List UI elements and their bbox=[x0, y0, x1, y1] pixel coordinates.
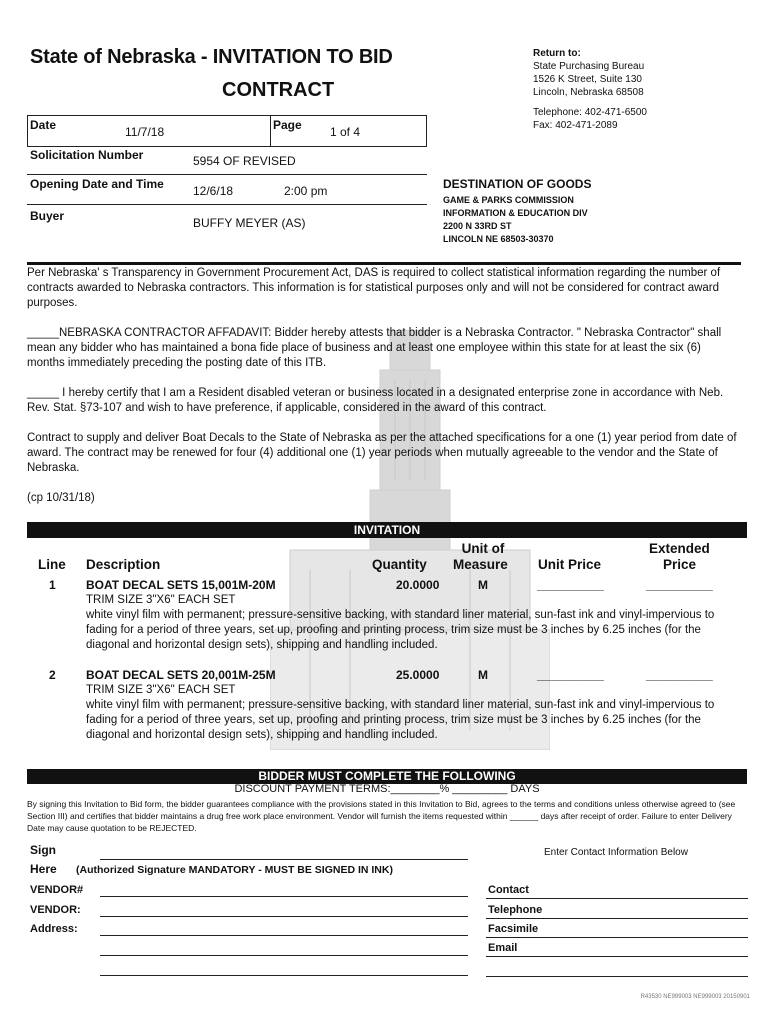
return-to-label: Return to: bbox=[533, 48, 581, 59]
email-field[interactable] bbox=[486, 956, 748, 957]
date-label: Date bbox=[30, 118, 57, 132]
contact-numbers bbox=[533, 106, 647, 132]
item-subtitle: TRIM SIZE 3"X6" EACH SET bbox=[86, 684, 236, 696]
col-uom-2: Measure bbox=[453, 557, 508, 572]
col-line: Line bbox=[38, 557, 66, 572]
vendor-number-label: VENDOR# bbox=[30, 884, 84, 896]
divider bbox=[27, 174, 427, 175]
return-line: 1526 K Street, Suite 130 bbox=[533, 74, 642, 85]
col-uom-1: Unit of bbox=[461, 541, 505, 556]
extended-price-field[interactable]: __________ bbox=[646, 668, 713, 682]
signature-line[interactable] bbox=[100, 859, 468, 860]
buyer-label: Buyer bbox=[30, 209, 65, 223]
footer-code: R43530 NE999003 NE999003 20150901 bbox=[640, 994, 750, 1000]
date-page-box bbox=[27, 115, 427, 147]
col-extended-1: Extended bbox=[649, 541, 710, 556]
authorized-note: (Authorized Signature MANDATORY - MUST BE SIGNED IN INK) bbox=[76, 864, 393, 876]
opening-label: Opening Date and Time bbox=[30, 177, 164, 191]
unit-price-field[interactable]: __________ bbox=[537, 668, 604, 682]
item-line-number: 1 bbox=[49, 578, 56, 592]
section-rule bbox=[27, 262, 741, 265]
affidavit-paragraph: _____NEBRASKA CONTRACTOR AFFADAVIT: Bidder hereby attests that bidder is a Nebraska Contractor. " Nebraska Contractor" shall mean any bidder who has maintained a bona fide place of business and at least one employee within this state for at least the six (6) months immediately preceding the posting date of this ITB. bbox=[27, 327, 722, 369]
contact-info-note: Enter Contact Information Below bbox=[544, 847, 688, 858]
return-line: State Purchasing Bureau bbox=[533, 61, 645, 72]
page-label: Page bbox=[273, 118, 302, 132]
bidder-bar: BIDDER MUST COMPLETE THE FOLLOWING bbox=[27, 769, 747, 784]
vendor-number-field[interactable] bbox=[100, 896, 468, 897]
document-title-line2: CONTRACT bbox=[222, 79, 335, 101]
destination-line: GAME & PARKS COMMISSION bbox=[443, 195, 574, 205]
discount-terms: DISCOUNT PAYMENT TERMS:________% _________ DAYS bbox=[234, 783, 540, 795]
date-value: 11/7/18 bbox=[125, 125, 165, 139]
col-quantity: Quantity bbox=[372, 557, 427, 572]
bidder-notice: By signing this Invitation to Bid form, the bidder guarantees compliance with the provisions stated in this Invitation to Bid, agrees to the terms and conditions unless otherwise agreed to (see Section III) and certifies that bidder maintains a drug free work place environment. Vendor will furnish the items requested within ______ days after receipt of order. Failure to enter Delivery Date may cause quotation to be REJECTED. bbox=[27, 799, 736, 833]
document-title: State of Nebraska - INVITATION TO BID bbox=[30, 46, 393, 68]
destination-line: LINCOLN NE 68503-30370 bbox=[443, 234, 554, 244]
col-description: Description bbox=[86, 557, 161, 572]
destination-line: INFORMATION & EDUCATION DIV bbox=[443, 208, 588, 218]
contact-field[interactable] bbox=[486, 898, 748, 899]
box-divider bbox=[270, 115, 271, 147]
invitation-bar: INVITATION bbox=[27, 522, 747, 538]
unit-price-field[interactable]: __________ bbox=[537, 578, 604, 592]
item-description: white vinyl film with permanent; pressure-sensitive backing, with standard liner material, sun-fast ink and vinyl-impervious to fading for a period of three years, set up, proofing and printing process, trim size must be 3 inches by 6.25 inches (for the diagonal and horizontal design sets), shipping and handling included. bbox=[86, 699, 715, 741]
opening-date: 12/6/18 bbox=[193, 184, 234, 198]
contract-paragraph: Contract to supply and deliver Boat Decals to the State of Nebraska as per the attached specifications for a one (1) year period from date of award. The contract may be renewed for four (4) additional one (1) year periods when mutually agreeable to the vendor and the State of Nebraska. bbox=[27, 432, 737, 474]
return-line: Lincoln, Nebraska 68508 bbox=[533, 87, 644, 98]
col-extended-2: Price bbox=[663, 557, 697, 572]
item-line-number: 2 bbox=[49, 668, 56, 682]
vendor-field[interactable] bbox=[100, 916, 468, 917]
vendor-label: VENDOR: bbox=[30, 904, 81, 916]
telephone-number: Telephone: 402-471-6500 bbox=[533, 107, 647, 118]
sign-label: Sign bbox=[30, 843, 56, 857]
extra-field[interactable] bbox=[486, 976, 748, 977]
divider bbox=[27, 204, 427, 205]
col-unit-price: Unit Price bbox=[538, 557, 602, 572]
address-field[interactable] bbox=[100, 935, 468, 936]
transparency-paragraph: Per Nebraska' s Transparency in Government Procurement Act, DAS is required to collect statistical information regarding the number of contracts awarded to Nebraska contractors. This information is for statistical purposes only and will not be considered for contract award purposes. bbox=[27, 267, 721, 309]
destination-title: DESTINATION OF GOODS bbox=[443, 177, 592, 191]
solicitation-label: Solicitation Number bbox=[30, 148, 144, 162]
facsimile-label: Facsimile bbox=[488, 923, 539, 935]
veteran-paragraph: _____ I hereby certify that I am a Resident disabled veteran or business located in a designated enterprise zone in accordance with Neb. Rev. Stat. §73-107 and wish to have preference, if applicable, considered in the award of this contract. bbox=[27, 387, 724, 414]
address-field[interactable] bbox=[100, 975, 468, 976]
telephone-label: Telephone bbox=[488, 904, 543, 916]
buyer-value: BUFFY MEYER (AS) bbox=[193, 216, 306, 230]
email-label: Email bbox=[488, 942, 518, 954]
contact-label: Contact bbox=[488, 884, 529, 896]
here-label: Here bbox=[30, 862, 57, 876]
page-value: 1 of 4 bbox=[330, 125, 361, 139]
opening-time: 2:00 pm bbox=[284, 184, 328, 198]
item-name: BOAT DECAL SETS 20,001M-25M bbox=[86, 668, 276, 682]
destination-line: 2200 N 33RD ST bbox=[443, 221, 512, 231]
item-quantity: 25.0000 bbox=[396, 668, 440, 682]
item-subtitle: TRIM SIZE 3"X6" EACH SET bbox=[86, 594, 236, 606]
item-quantity: 20.0000 bbox=[396, 578, 440, 592]
facsimile-field[interactable] bbox=[486, 937, 748, 938]
item-name: BOAT DECAL SETS 15,001M-20M bbox=[86, 578, 276, 592]
telephone-field[interactable] bbox=[486, 918, 748, 919]
cp-date: (cp 10/31/18) bbox=[27, 492, 95, 504]
extended-price-field[interactable]: __________ bbox=[646, 578, 713, 592]
fax-number: Fax: 402-471-2089 bbox=[533, 120, 618, 131]
address-field[interactable] bbox=[100, 955, 468, 956]
solicitation-value: 5954 OF REVISED bbox=[193, 154, 296, 168]
item-uom: M bbox=[478, 668, 488, 682]
item-description: white vinyl film with permanent; pressure-sensitive backing, with standard liner material, sun-fast ink and vinyl-impervious to fading for a period of three years, set up, proofing and printing process, trim size must be 3 inches by 6.25 inches (for the diagonal and horizontal design sets), shipping and handling included. bbox=[86, 609, 715, 651]
item-uom: M bbox=[478, 578, 488, 592]
address-label: Address: bbox=[30, 923, 78, 935]
destination-address bbox=[443, 194, 588, 246]
return-address bbox=[533, 47, 644, 99]
